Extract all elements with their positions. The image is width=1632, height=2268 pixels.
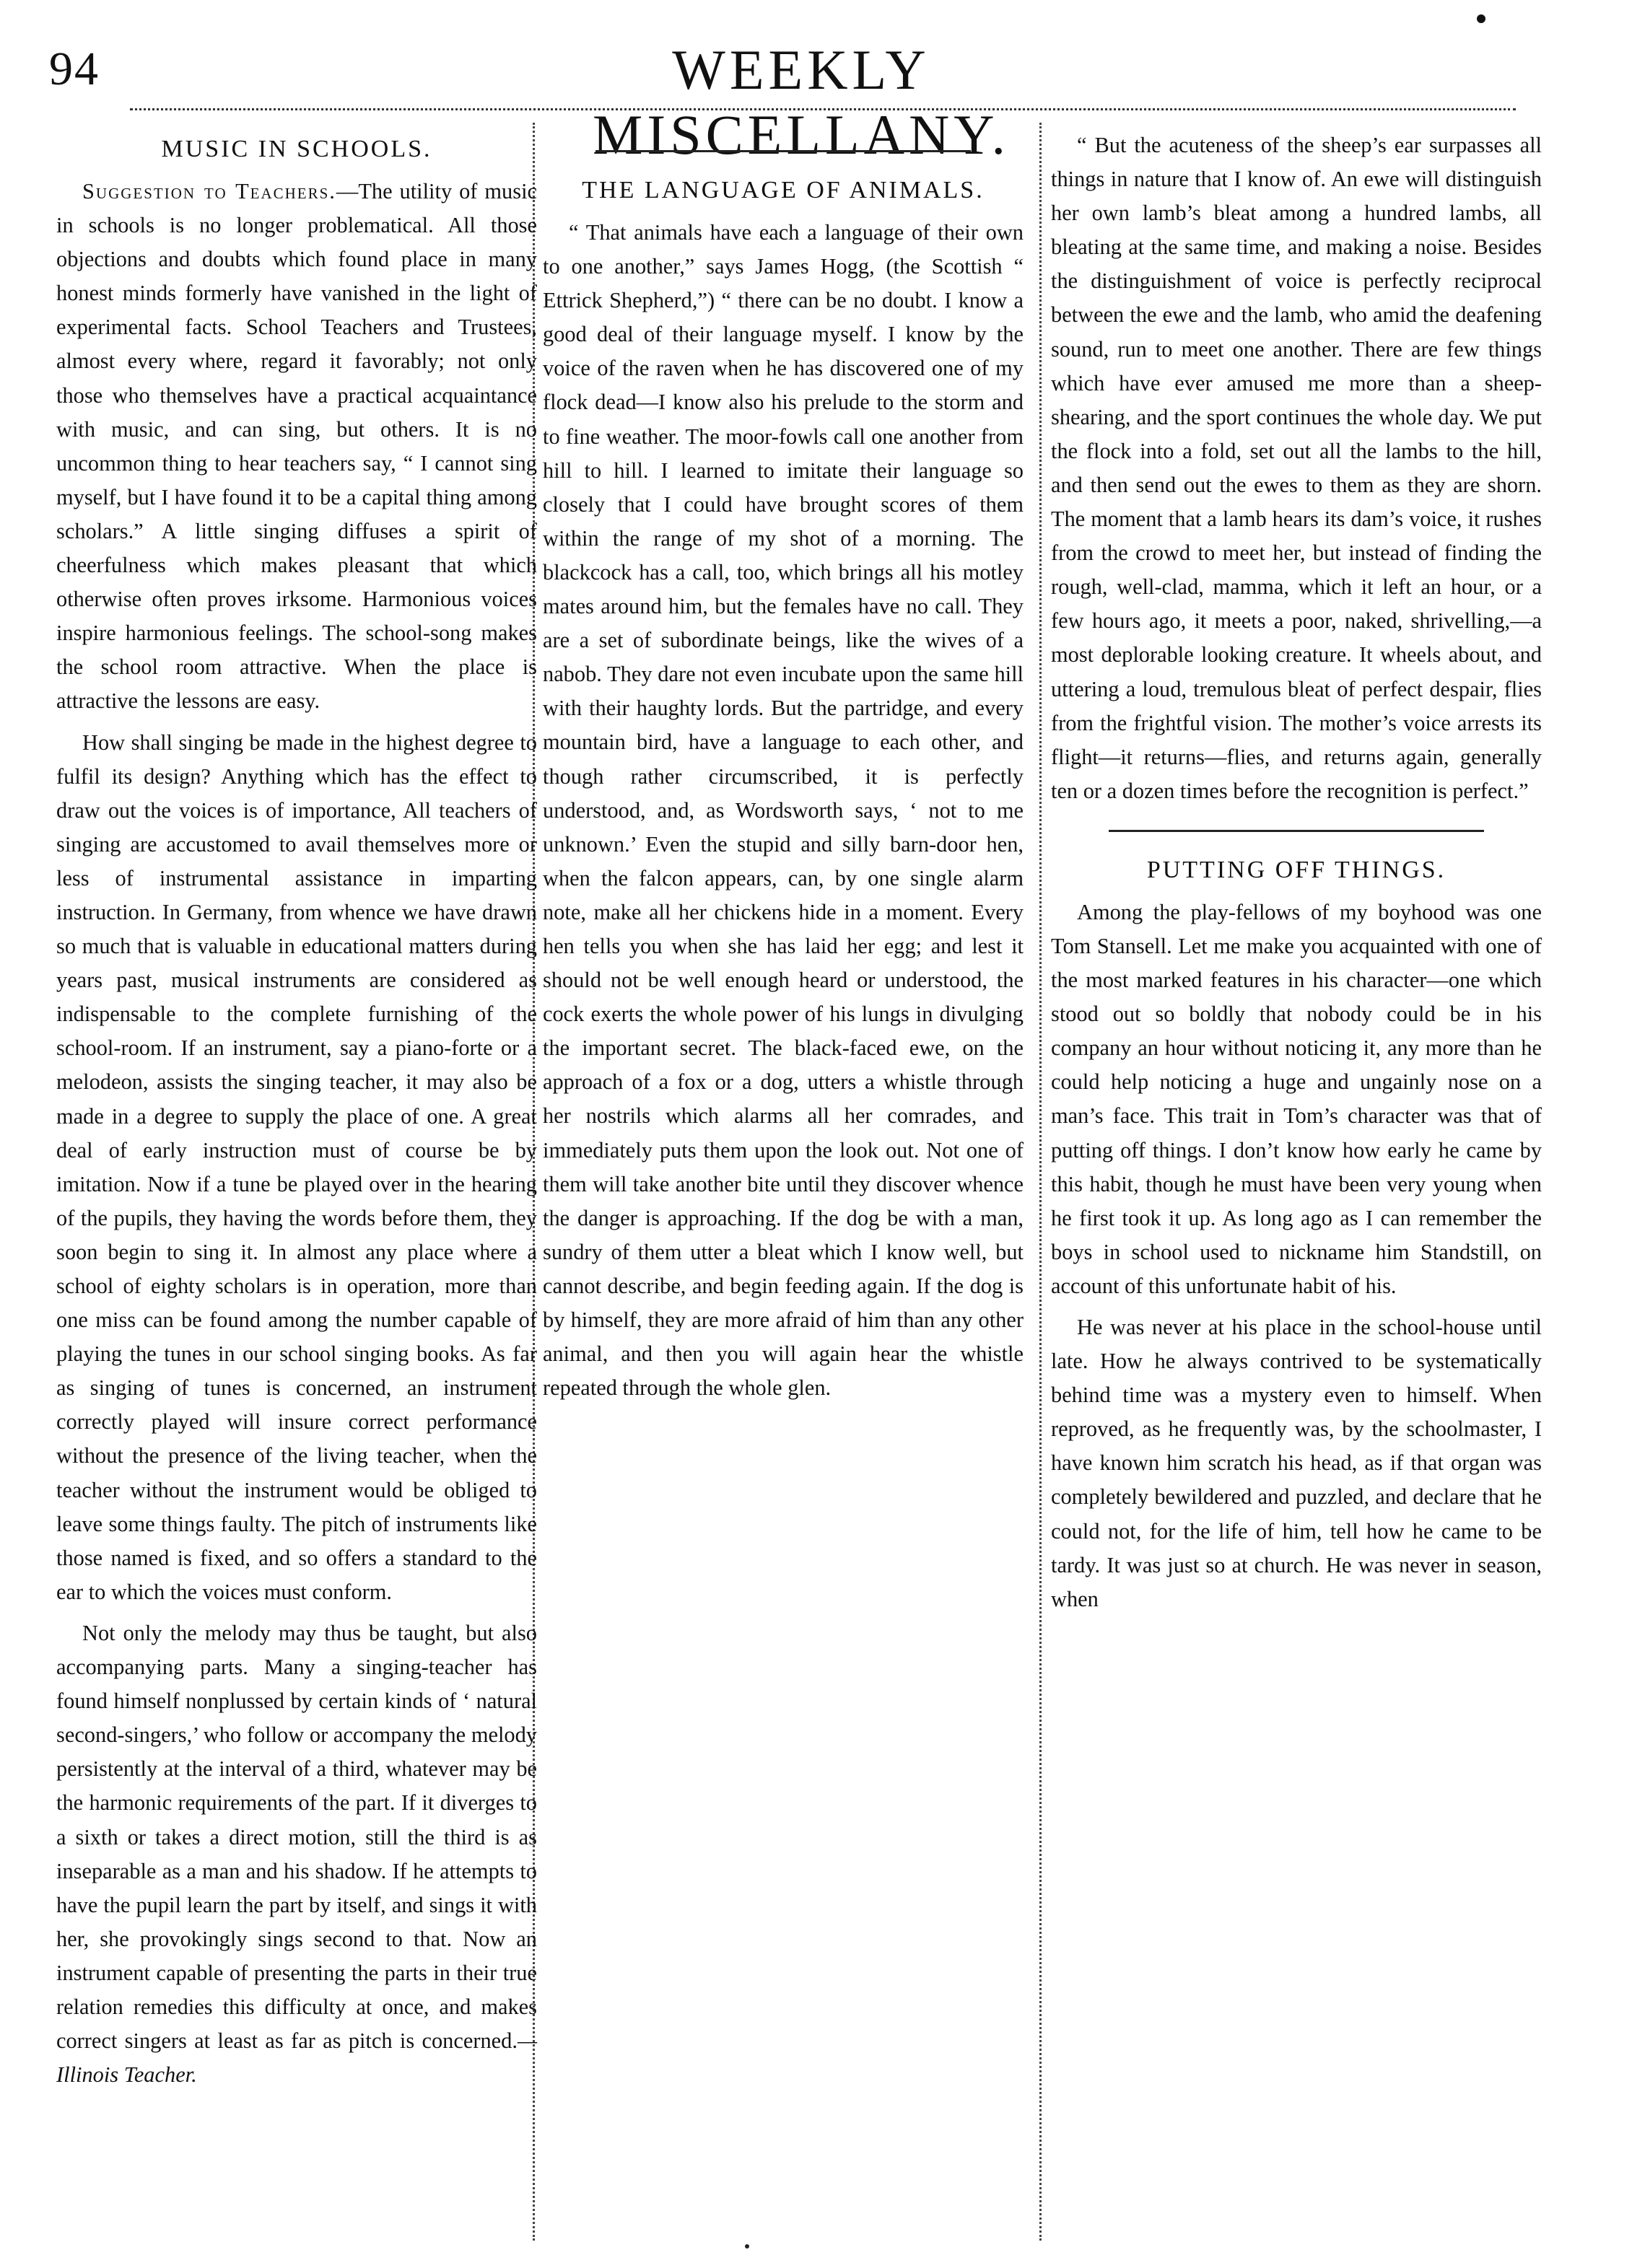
article-paragraph: “ But the acuteness of the sheep’s ear surpasses all things in nature that I know of. An ewe will distinguish her own lamb’s bleat among a hundred lambs, all bleating at the same time, and making a noise. Besides the distinguishment of voice is perfectly reciprocal between the ewe and the lamb, who amid the deafening sound, run to meet one another. There are few things which have ever amused me more than a sheep-shearing, and the sport continues the whole day. We put the flock into a fold, set out all the lambs to the hill, and then send out the ewes to them as they are shorn. The moment that a lamb hears its dam’s voice, it rushes from the crowd to meet her, but instead of finding the rough, well-clad, mamma, which it left an hour, or a few hours ago, it meets a poor, naked, shrivelling,—a most deplorable looking creature. It wheels about, and uttering a loud, tremulous bleat of perfect despair, flies from the frightful vision. The mother’s voice arrests its flight—it returns—flies, and returns again, generally ten or a dozen times before the recognition is perfect.” bbox=[1051, 133, 1542, 803]
ink-dot bbox=[745, 2244, 749, 2249]
article-title-music: MUSIC IN SCHOOLS. bbox=[161, 136, 432, 162]
article-title-animals: THE LANGUAGE OF ANIMALS. bbox=[582, 177, 985, 203]
article-paragraph-continued: Not only the melody may thus be taught, but also accompanying parts. Many a singing-teacher has found himself nonplussed by certain kinds of ‘ natural second-singers,’ who follow or accompany the melody persistently at the interval of a third, whatever may be the harmonic requirements of the part. If it diverges to a sixth or takes a direct motion, still the third is as inseparable as a man and his shadow. If he attempts to have the pupil learn the part by itself, and sings it with her, she provokingly sings second to that. Now an instrument capable of presenting the parts in their true relation remedies this difficulty at once, and makes correct singers at least as far as pitch is concerned.—Illinois Teacher. bbox=[56, 1620, 537, 2088]
column-3 bbox=[1051, 128, 1542, 1624]
header-rule bbox=[130, 108, 1516, 110]
article-paragraph: Among the play-fellows of my boyhood was one Tom Stansell. Let me make you acquainted with one of the most marked features in his character—one which stood out so boldly that nobody could be in his company an hour without noticing it, any more than he could help noticing a huge and ungainly nose on a man’s face. This trait in Tom’s character was that of putting off things. I don’t know how early he came by this habit, though he must have been very young when he first took it up. As long ago as I can remember the boys in school used to nickname him Standstill, on account of this unfortunate habit of his. bbox=[1051, 899, 1542, 1298]
column-1 bbox=[56, 130, 537, 2092]
ink-dot bbox=[1477, 14, 1485, 23]
article-title-putting-off: PUTTING OFF THINGS. bbox=[1146, 856, 1446, 883]
article-paragraph: How shall singing be made in the highest degree to fulfil its design? Anything which has the effect to draw out the voices is of importance, All teachers of singing are accustomed to avail themselves more or less of instrumental assistance in imparting instruction. In Germany, from whence we have drawn so much that is valuable in educational matters during years past, musical instruments are considered as indispensable to the complete furnishing of the school-room. If an instrument, say a piano-forte or a melodeon, assists the singing teacher, it may also be made in a degree to supply the place of one. A great deal of early instruction must of course be by imitation. Now if a tune be played over in the hearing of the pupils, they having the words before them, they soon begin to sing it. In almost any place where a school of eighty scholars is in operation, more than one miss can be found among the number capable of playing the tunes in our school singing books. As far as singing of tunes is concerned, an instrument correctly played will insure correct performance without the presence of the living teacher, when the teacher without the instrument would be obliged to leave some things faulty. The pitch of instruments like those named is fixed, and so offers a standard to the ear to which the voices must conform. bbox=[56, 730, 537, 1604]
article-paragraph: “ That animals have each a language of their own to one another,” says James Hogg, (the Scottish “ Ettrick Shepherd,”) “ there can be no doubt. I know a good deal of their language myself. I know by the voice of the raven when he has discovered one of my flock dead—I know also his prelude to the storm and to fine weather. The moor-fowls call one another from hill to hill. I learned to imitate their language so closely that I could have brought scores of them within the range of my shot of a morning. The blackcock has a call, too, which brings all his motley mates around him, but the females have no call. They are a set of subordinate beings, like the wives of a nabob. They dare not even incubate upon the same hill with their haughty lords. But the partridge, and every mountain bird, have a language to each other, and though rather circumscribed, it is perfectly understood, and, as Wordsworth says, ‘ not to me unknown.’ Even the stupid and silly barn-door hen, when the falcon appears, can, by one single alarm note, make all her chickens hide in a moment. Every hen tells you when she has laid her egg; and lest it should not be well enough heard or understood, the cock exerts the whole power of his lungs in divulging the important secret. The black-faced ewe, on the approach of a fox or a dog, utters a whistle through her nostrils which alarms all her comrades, and immediately puts them upon the look out. Not one of them will take another bite until they discover whence the danger is approaching. If the dog be with a man, sundry of them utter a bleat which I know well, but cannot describe, and begin feeding again. If the dog is by himself, they are more afraid of him than any other animal, and then you will again hear the whistle repeated through the whole glen. bbox=[543, 220, 1024, 1401]
page-number: 94 bbox=[49, 43, 100, 95]
masthead-title: WEEKLY MISCELLANY. bbox=[592, 38, 1011, 166]
lead-in: Suggestion to Teachers. bbox=[82, 179, 336, 203]
article-paragraph: Suggestion to Teachers.—The utility of music in schools is no longer problematical. All those objections and doubts which found place in many honest minds formerly have vanished in the light of experimental facts. School Teachers and Trustees, almost every where, regard it favorably; not only those who themselves have a practical acquaintance with music, and can sing, but others. It is no uncommon thing to hear teachers say, “ I cannot sing myself, but I have found it to be a capital thing among scholars.” A little singing diffuses a spirit of cheerfulness which makes pleasant that which otherwise often proves irksome. Harmonious voices inspire harmonious feelings. The school-song makes the school room attractive. When the place is attractive the lessons are easy. bbox=[56, 179, 537, 714]
column-rule-right bbox=[1039, 123, 1042, 2241]
article-paragraph: He was never at his place in the school-house until late. How he always contrived to be systematically behind time was a mystery even to himself. When reproved, as he frequently was, by the schoolmaster, I have known him scratch his head, as if that organ was completely bewildered and puzzled, and declare that he could not, for the life of him, tell how he came to be tardy. It was just so at church. He was never in season, when bbox=[1051, 1315, 1542, 1611]
section-divider bbox=[595, 150, 971, 152]
section-divider bbox=[1109, 830, 1484, 832]
column-2 bbox=[543, 128, 1024, 1412]
sign-off: —Illinois Teacher. bbox=[56, 2028, 537, 2088]
